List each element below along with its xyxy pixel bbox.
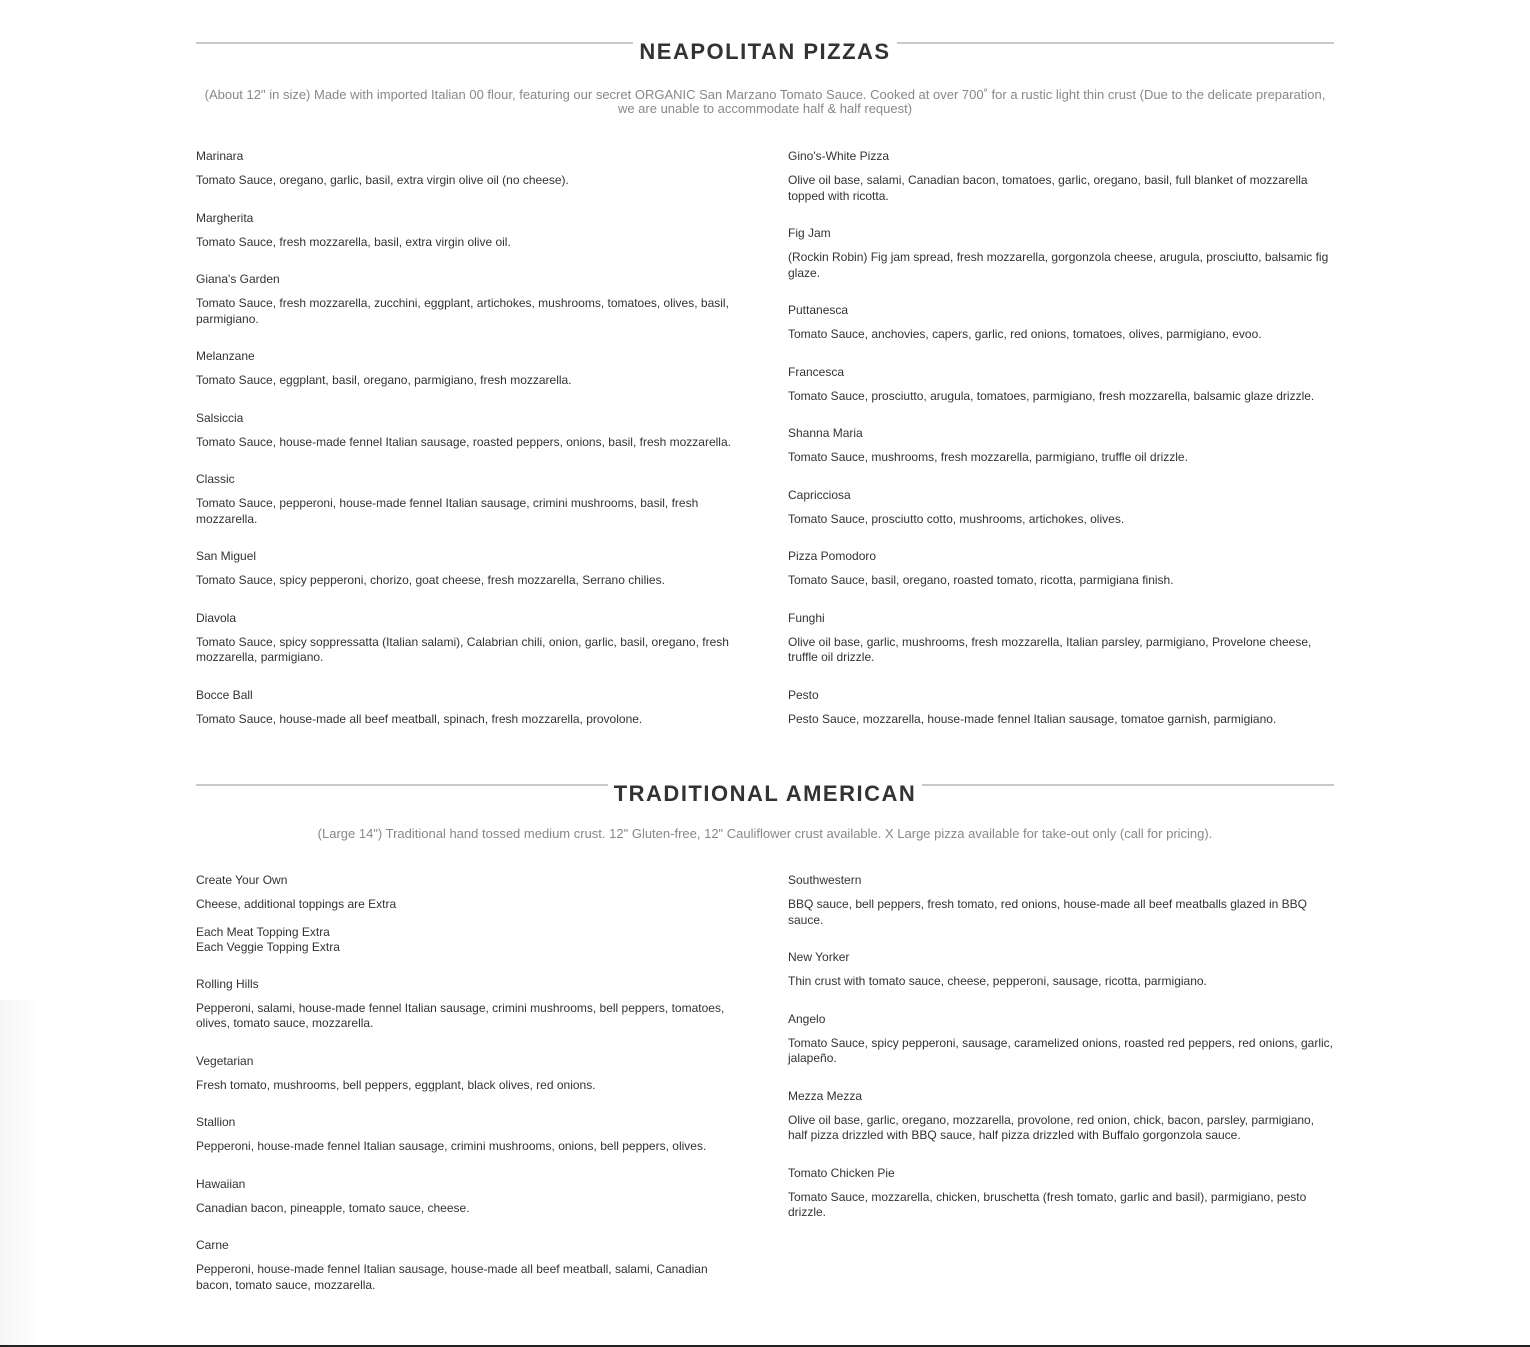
menu-item — [196, 149, 742, 189]
item-name: Create Your Own — [196, 873, 288, 887]
item-name: Tomato Chicken Pie — [788, 1165, 895, 1180]
menu-item — [196, 272, 742, 327]
menu-item — [196, 1238, 742, 1293]
menu-item — [788, 611, 1334, 666]
item-description: Olive oil base, garlic, mushrooms, fresh mozzarella, Italian parsley, parmigiano, Provelone cheese, truffle oil drizzle. — [788, 634, 1312, 664]
menu-item — [788, 365, 1334, 405]
menu-item — [788, 426, 1334, 466]
item-name: Francesca — [788, 364, 845, 379]
item-description: Tomato Sauce, anchovies, capers, garlic, red onions, tomatoes, olives, parmigiano, evoo. — [788, 327, 1262, 341]
item-description: Tomato Sauce, prosciutto, arugula, tomatoes, parmigiano, fresh mozzarella, balsamic glaze drizzle. — [788, 388, 1315, 403]
item-name: Bocce Ball — [196, 687, 253, 702]
item-description: Pesto Sauce, mozzarella, house-made fennel Italian sausage, tomatoe garnish, parmigiano. — [788, 711, 1277, 726]
item-name: Melanzane — [196, 349, 255, 363]
menu-item — [196, 688, 742, 728]
menu-item — [788, 1166, 1334, 1221]
menu-section-neapolitan — [196, 30, 1334, 749]
item-name: Rolling Hills — [196, 976, 259, 991]
menu-column-right — [788, 873, 1334, 1315]
item-description: Pepperoni, salami, house-made fennel Italian sausage, crimini mushrooms, bell peppers, tomatoes, olives, tomato sauce, mozzarella. — [196, 1000, 725, 1030]
menu-item — [788, 303, 1334, 343]
item-description: Tomato Sauce, prosciutto cotto, mushrooms, artichokes, olives. — [788, 511, 1125, 526]
item-description: Tomato Sauce, spicy soppressatta (Italian salami), Calabrian chili, onion, garlic, basil, oregano, fresh mozzarella, parmigiano. — [196, 634, 729, 664]
menu-item — [196, 211, 742, 251]
item-name: Capricciosa — [788, 487, 851, 502]
item-name: Marinara — [196, 149, 244, 163]
item-name: Stallion — [196, 1115, 236, 1129]
menu-item — [788, 1089, 1334, 1144]
item-name: Salsiccia — [196, 410, 244, 425]
item-name: Southwestern — [788, 873, 862, 887]
item-name: San Miguel — [196, 549, 257, 563]
item-name: Classic — [196, 472, 235, 486]
item-name: Gino's-White Pizza — [788, 149, 889, 163]
item-name: Shanna Maria — [788, 426, 863, 440]
menu-item — [788, 549, 1334, 589]
item-name: Vegetarian — [196, 1053, 254, 1068]
item-description: (Rockin Robin) Fig jam spread, fresh mozzarella, gorgonzola cheese, arugula, prosciutto, balsamic fig glaze. — [788, 250, 1329, 280]
menu-item — [788, 226, 1334, 281]
item-description: Pepperoni, house-made fennel Italian sausage, house-made all beef meatball, salami, Canadian bacon, tomato sauce, mozzarella. — [196, 1262, 708, 1292]
item-description: Tomato Sauce, fresh mozzarella, basil, extra virgin olive oil. — [196, 234, 511, 249]
item-description: Fresh tomato, mushrooms, bell peppers, eggplant, black olives, red onions. — [196, 1077, 596, 1092]
menu-item — [196, 1115, 742, 1155]
item-description: Olive oil base, salami, Canadian bacon, tomatoes, garlic, oregano, basil, full blanket of mozzarella topped with ricotta. — [788, 173, 1308, 203]
item-description: Tomato Sauce, fresh mozzarella, zucchini, eggplant, artichokes, mushrooms, tomatoes, olives, basil, parmigiano. — [196, 296, 729, 326]
menu-column-right — [788, 149, 1334, 749]
menu-item — [788, 1012, 1334, 1067]
item-description: Tomato Sauce, eggplant, basil, oregano, parmigiano, fresh mozzarella. — [196, 373, 572, 387]
item-extras — [196, 925, 742, 955]
item-description: Pepperoni, house-made fennel Italian sausage, crimini mushrooms, onions, bell peppers, olives. — [196, 1139, 707, 1153]
menu-item — [196, 1054, 742, 1094]
item-description: Tomato Sauce, oregano, garlic, basil, extra virgin olive oil (no cheese). — [196, 173, 569, 187]
menu-item — [788, 950, 1334, 990]
item-name: Angelo — [788, 1011, 826, 1026]
extra-line: Each Meat Topping Extra — [196, 924, 330, 939]
item-description: Canadian bacon, pineapple, tomato sauce, cheese. — [196, 1200, 470, 1215]
menu-item — [196, 411, 742, 451]
item-description: Olive oil base, garlic, oregano, mozzarella, provolone, red onion, chick, bacon, parsley, parmigiano, half pizza drizzled with BBQ sauce, half pizza drizzled with Buffalo gorgonzola sauce. — [788, 1112, 1315, 1142]
item-description: Tomato Sauce, spicy pepperoni, sausage, caramelized onions, roasted red peppers, red onions, garlic, jalapeño. — [788, 1035, 1333, 1065]
item-name: Puttanesca — [788, 303, 849, 317]
item-name: Hawaiian — [196, 1176, 246, 1191]
item-name: Carne — [196, 1238, 229, 1252]
section-header — [196, 30, 1334, 74]
section-title: NEAPOLITAN PIZZAS — [633, 30, 896, 74]
menu-item — [788, 688, 1334, 728]
item-description: Tomato Sauce, house-made fennel Italian sausage, roasted peppers, onions, basil, fresh mozzarella. — [196, 434, 731, 449]
menu-item — [196, 549, 742, 589]
item-description: Tomato Sauce, spicy pepperoni, chorizo, goat cheese, fresh mozzarella, Serrano chilies. — [196, 573, 665, 587]
item-description: BBQ sauce, bell peppers, fresh tomato, red onions, house-made all beef meatballs glazed in BBQ sauce. — [788, 897, 1307, 927]
menu-item — [196, 472, 742, 527]
item-name: Funghi — [788, 610, 825, 625]
menu-columns — [196, 873, 1334, 1315]
item-description: Tomato Sauce, mushrooms, fresh mozzarella, parmigiano, truffle oil drizzle. — [788, 450, 1188, 464]
page-edge-shadow — [0, 1000, 40, 1347]
item-name: Giana's Garden — [196, 272, 280, 286]
item-description: Tomato Sauce, house-made all beef meatball, spinach, fresh mozzarella, provolone. — [196, 711, 643, 726]
item-name: Pizza Pomodoro — [788, 549, 877, 563]
section-title: TRADITIONAL AMERICAN — [608, 772, 923, 816]
menu-columns — [196, 149, 1334, 749]
item-name: Pesto — [788, 687, 819, 702]
item-name: Margherita — [196, 210, 254, 225]
menu-item — [788, 488, 1334, 528]
menu-item — [196, 611, 742, 666]
item-description: Tomato Sauce, mozzarella, chicken, bruschetta (fresh tomato, garlic and basil), parmigiano, pesto drizzle. — [788, 1189, 1307, 1219]
menu-item — [788, 873, 1334, 928]
extra-line: Each Veggie Topping Extra — [196, 939, 340, 954]
menu-section-american — [196, 772, 1334, 1315]
item-description: Thin crust with tomato sauce, cheese, pepperoni, sausage, ricotta, parmigiano. — [788, 974, 1207, 988]
menu-item — [196, 349, 742, 389]
item-description: Cheese, additional toppings are Extra — [196, 897, 397, 911]
item-name: Diavola — [196, 610, 237, 625]
item-name: Fig Jam — [788, 226, 831, 240]
menu-item — [196, 977, 742, 1032]
section-description: (Large 14") Traditional hand tossed medium crust. 12" Gluten-free, 12" Cauliflower crust available. X Large pizza available for take-out only (call for pricing). — [317, 826, 1213, 841]
menu-column-left — [196, 873, 742, 1315]
item-description: Tomato Sauce, pepperoni, house-made fennel Italian sausage, crimini mushrooms, basil, fresh mozzarella. — [196, 496, 699, 526]
menu-item — [788, 149, 1334, 204]
item-name: New Yorker — [788, 950, 850, 964]
menu-item — [196, 873, 742, 955]
section-description: (About 12" in size) Made with imported Italian 00 flour, featuring our secret ORGANIC San Marzano Tomato Sauce. Cooked at over 700˚ for a rustic light thin crust (Due to the delicate preparation, we are unable to accommodate half & half request) — [204, 87, 1326, 116]
menu-column-left — [196, 149, 742, 749]
item-description: Tomato Sauce, basil, oregano, roasted tomato, ricotta, parmigiana finish. — [788, 573, 1174, 587]
section-header — [196, 772, 1334, 816]
menu-item — [196, 1177, 742, 1217]
item-name: Mezza Mezza — [788, 1088, 863, 1103]
